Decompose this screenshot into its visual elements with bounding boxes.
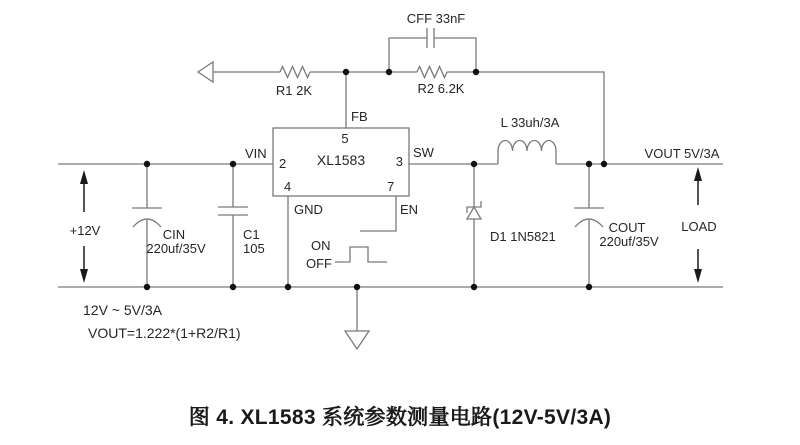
on-label: ON [311, 238, 331, 253]
junction-dot [230, 161, 236, 167]
ground-symbol-icon [345, 287, 369, 349]
junction-dot [586, 284, 592, 290]
junction-dot [354, 284, 360, 290]
pulse-waveform-icon [335, 247, 387, 262]
c1-plates [218, 207, 248, 215]
capacitor-cout [574, 164, 604, 287]
capacitor-c1 [218, 164, 248, 287]
off-label: OFF [306, 256, 332, 271]
pin7-number: 7 [387, 179, 395, 194]
inductor-label: L 33uh/3A [500, 115, 560, 130]
vin-pin-label: VIN [245, 146, 267, 161]
cout-name-label: COUT [608, 220, 646, 235]
junction-dot [144, 284, 150, 290]
c1-value-label: 105 [243, 241, 265, 256]
diode-label: D1 1N5821 [490, 229, 556, 244]
vout-label: VOUT 5V/3A [644, 146, 720, 161]
c1-name-label: C1 [243, 227, 260, 242]
feedback-arrow-icon [198, 62, 213, 82]
fb-pin-label: FB [351, 109, 368, 124]
conversion-note: 12V ~ 5V/3A [83, 302, 163, 318]
cout-value-label: 220uf/35V [599, 234, 659, 249]
pin3-number: 3 [395, 154, 403, 169]
junction-dot [230, 284, 236, 290]
gnd-pin-label: GND [294, 202, 323, 217]
supply-voltage-label: +12V [69, 223, 101, 238]
sw-pin-label: SW [413, 145, 434, 160]
resistor-r2 [417, 67, 447, 78]
resistor-r1 [280, 67, 310, 78]
r1-label: R1 2K [275, 83, 313, 98]
junction-dot [601, 161, 607, 167]
capacitor-cff [389, 28, 476, 72]
cin-value-label: 220uf/35V [146, 241, 206, 256]
figure-caption: 图 4. XL1583 系统参数测量电路(12V-5V/3A) [188, 406, 612, 429]
junction-dot [471, 284, 477, 290]
formula-note: VOUT=1.222*(1+R2/R1) [88, 325, 241, 341]
junction-dot [285, 284, 291, 290]
en-stub [360, 196, 396, 231]
r2-label: R2 6.2K [417, 81, 465, 96]
cff-label: CFF 33nF [406, 11, 466, 26]
inductor-l [498, 141, 556, 165]
pin4-number: 4 [284, 179, 292, 194]
diode-d1 [467, 164, 481, 287]
junction-dot [471, 161, 477, 167]
ic-part-number: XL1583 [316, 152, 366, 168]
junction-dot [386, 69, 392, 75]
junction-dot [586, 161, 592, 167]
junction-dot [343, 69, 349, 75]
pin5-number: 5 [341, 131, 349, 146]
cin-name-label: CIN [162, 227, 186, 242]
junction-dot [144, 161, 150, 167]
junction-dot [473, 69, 479, 75]
d1-triangle [467, 207, 481, 219]
load-label: LOAD [681, 219, 717, 234]
en-pin-label: EN [400, 202, 419, 217]
capacitor-cin [132, 164, 162, 287]
pin2-number: 2 [279, 156, 287, 171]
cff-plates [427, 28, 434, 48]
